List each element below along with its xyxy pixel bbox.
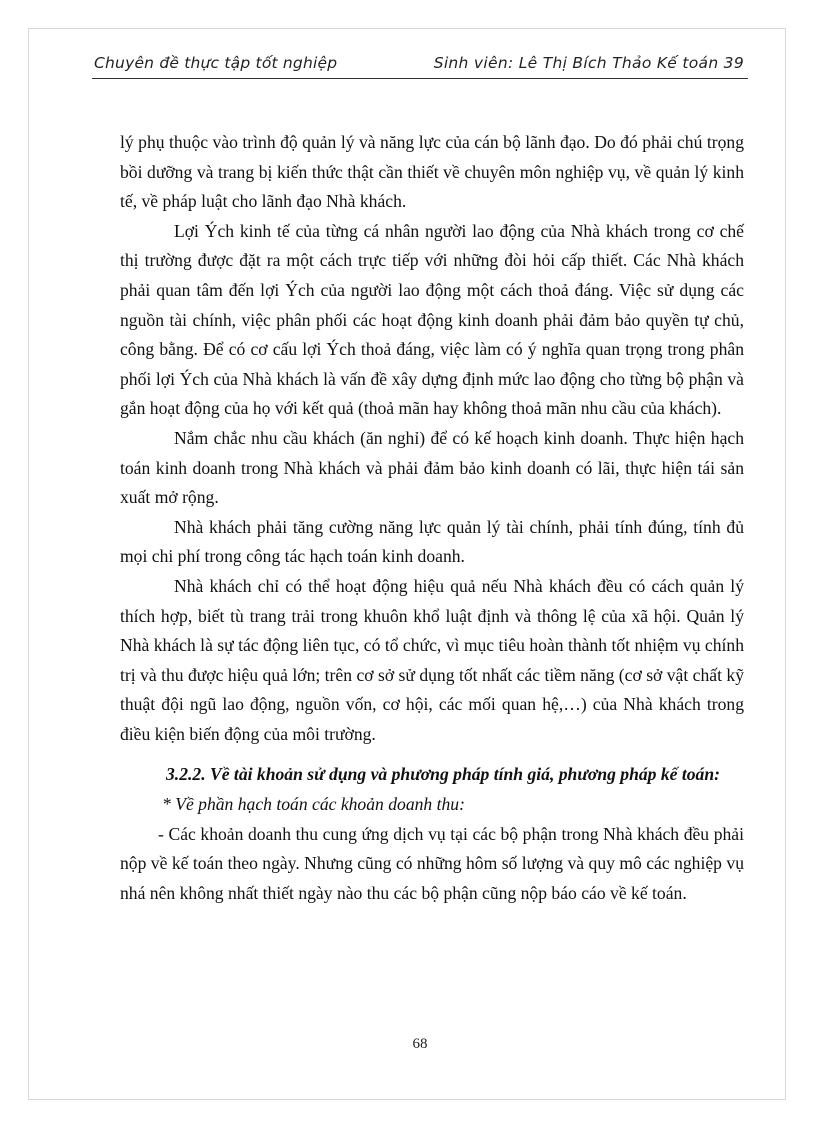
- page-number: 68: [412, 1036, 428, 1052]
- paragraph-financial-capacity: Nhà khách phải tăng cường năng lực quản lý tài chính, phải tính đúng, tính đủ mọi chi phí trong công tác hạch toán kinh doanh.: [120, 516, 744, 567]
- paragraph-continuation: lý phụ thuộc vào trình độ quản lý và năng lực của cán bộ lãnh đạo. Do đó phải chú trọng bồi dưỡng và trang bị kiến thức thật cần thiết về chuyên môn nghiệp vụ, về quản lý kinh tế, về pháp luật cho lãnh đạo Nhà khách.: [120, 132, 744, 212]
- section-heading: 3.2.2. Về tài khoản sử dụng và phương pháp tính giá, phương pháp kế toán:: [166, 764, 720, 785]
- subheading: * Về phần hạch toán các khoản doanh thu:: [162, 794, 465, 815]
- paragraph-revenue: - Các khoản doanh thu cung ứng dịch vụ tại các bộ phận trong Nhà khách đều phải nộp về kế toán theo ngày. Nhưng cũng có những hôm số lượng và quy mô các nghiệp vụ nhá nên không nhất thiết ngày nào thu các bộ phận cũng nộp báo cáo về kế toán.: [120, 823, 744, 903]
- header-student: Sinh viên: Lê Thị Bích Thảo Kế toán 39: [433, 54, 744, 72]
- header-title: Chuyên đề thực tập tốt nghiệp: [94, 54, 338, 72]
- paragraph-customer-needs: Nắm chắc nhu cầu khách (ăn nghỉ) để có kế hoạch kinh doanh. Thực hiện hạch toán kinh doanh trong Nhà khách và phải đảm bảo kinh doanh có lãi, thực hiện tái sản xuất mở rộng.: [120, 427, 744, 508]
- paragraph-benefits: Lợi Ých kinh tế của từng cá nhân người lao động của Nhà khách trong cơ chế thị trường được đặt ra một cách trực tiếp với những đòi hỏi cấp thiết. Các Nhà khách phải quan tâm đến lợi Ých của người lao động một cách thoả đáng. Việc sử dụng các nguồn tài chính, việc phân phối các hoạt động kinh doanh phải đảm bảo quyền tự chủ, công bằng. Để có cơ cấu lợi Ých thoả đáng, việc làm có ý nghĩa quan trọng trong phân phối lợi Ých của Nhà khách là vấn đề xây dựng định mức lao động cho từng bộ phận và gắn hoạt động của họ với kết quả (thoả mãn hay không thoả mãn nhu cầu của khách).: [120, 220, 744, 419]
- document-body: [120, 128, 744, 908]
- page-header: [92, 52, 748, 79]
- paragraph-management: Nhà khách chỉ có thể hoạt động hiệu quả nếu Nhà khách đều có cách quản lý thích hợp, biết tù trang trải trong khuôn khổ luật định và thông lệ của xã hội. Quản lý Nhà khách là sự tác động liên tục, có tổ chức, vì mục tiêu hoàn thành tốt nhiệm vụ chính trị và thu được hiệu quả lớn; trên cơ sở sử dụng tốt nhất các tiềm năng (cơ sở vật chất kỹ thuật đội ngũ lao động, nguồn vốn, cơ hội, các mối quan hệ,…) của Nhà khách trong điều kiện biến động của môi trường.: [120, 575, 744, 744]
